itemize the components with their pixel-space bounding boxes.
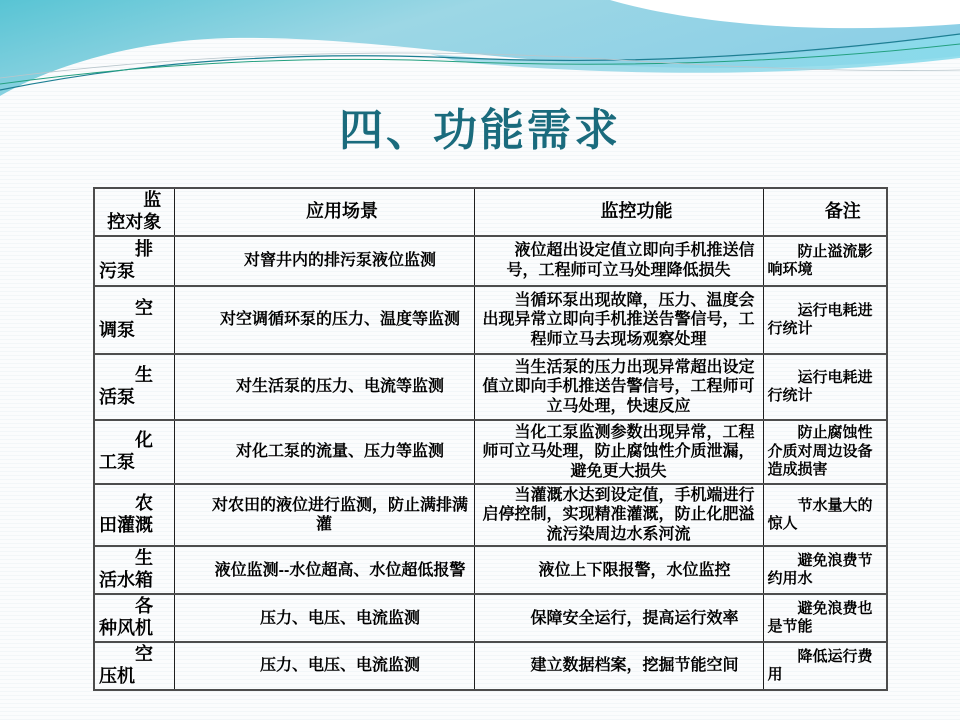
cell-note: 防止溢流影响环境 xyxy=(763,236,887,286)
header-application-scene: 应用场景 xyxy=(174,188,474,236)
table-row xyxy=(94,420,887,484)
cell-note: 避免浪费节约用水 xyxy=(763,546,887,594)
cell-object: 空压机 xyxy=(94,642,174,690)
cell-function: 保障安全运行，提高运行效率 xyxy=(474,594,763,642)
cell-scene: 对化工泵的流量、压力等监测 xyxy=(174,420,474,484)
cell-note: 运行电耗进行统计 xyxy=(763,286,887,354)
cell-function: 建立数据档案，挖掘节能空间 xyxy=(474,642,763,690)
table-row xyxy=(94,286,887,354)
cell-function: 当生活泵的压力出现异常超出设定值立即向手机推送告警信号，工程师可立马处理，快速反应 xyxy=(474,354,763,420)
cell-note: 节水量大的惊人 xyxy=(763,484,887,547)
table-row xyxy=(94,484,887,547)
table-row xyxy=(94,354,887,420)
cell-scene: 对农田的液位进行监测，防止满排满灌 xyxy=(174,484,474,547)
cell-function: 液位上下限报警，水位监控 xyxy=(474,546,763,594)
table-row xyxy=(94,236,887,286)
cell-scene: 液位监测--水位超高、水位超低报警 xyxy=(174,546,474,594)
cell-note: 防止腐蚀性介质对周边设备造成损害 xyxy=(763,420,887,484)
table-row xyxy=(94,642,887,690)
header-monitor-object: 监控对象 xyxy=(94,188,174,236)
cell-object: 各种风机 xyxy=(94,594,174,642)
cell-object: 生活泵 xyxy=(94,354,174,420)
cell-scene: 压力、电压、电流监测 xyxy=(174,594,474,642)
table-row xyxy=(94,594,887,642)
cell-scene: 压力、电压、电流监测 xyxy=(174,642,474,690)
cell-scene: 对空调循环泵的压力、温度等监测 xyxy=(174,286,474,354)
table-row xyxy=(94,546,887,594)
cell-object: 农田灌溉 xyxy=(94,484,174,547)
cell-function: 液位超出设定值立即向手机推送信号，工程师可立马处理降低损失 xyxy=(474,236,763,286)
cell-scene: 对生活泵的压力、电流等监测 xyxy=(174,354,474,420)
cell-function: 当循环泵出现故障，压力、温度会出现异常立即向手机推送告警信号，工程师立马去现场观察处理 xyxy=(474,286,763,354)
page-title: 四、功能需求 xyxy=(339,105,621,156)
cell-note: 避免浪费也是节能 xyxy=(763,594,887,642)
cell-note: 运行电耗进行统计 xyxy=(763,354,887,420)
cell-object: 生活水箱 xyxy=(94,546,174,594)
cell-object: 化工泵 xyxy=(94,420,174,484)
requirements-table xyxy=(93,187,888,691)
cell-function: 当化工泵监测参数出现异常，工程师可立马处理，防止腐蚀性介质泄漏，避免更大损失 xyxy=(474,420,763,484)
cell-scene: 对窨井内的排污泵液位监测 xyxy=(174,236,474,286)
cell-function: 当灌溉水达到设定值，手机端进行启停控制，实现精准灌溉，防止化肥溢流污染周边水系河流 xyxy=(474,484,763,547)
table-header-row xyxy=(94,188,887,236)
header-remark: 备注 xyxy=(763,188,887,236)
cell-object: 空调泵 xyxy=(94,286,174,354)
cell-object: 排污泵 xyxy=(94,236,174,286)
cell-note: 降低运行费用 xyxy=(763,642,887,690)
header-monitor-function: 监控功能 xyxy=(474,188,763,236)
